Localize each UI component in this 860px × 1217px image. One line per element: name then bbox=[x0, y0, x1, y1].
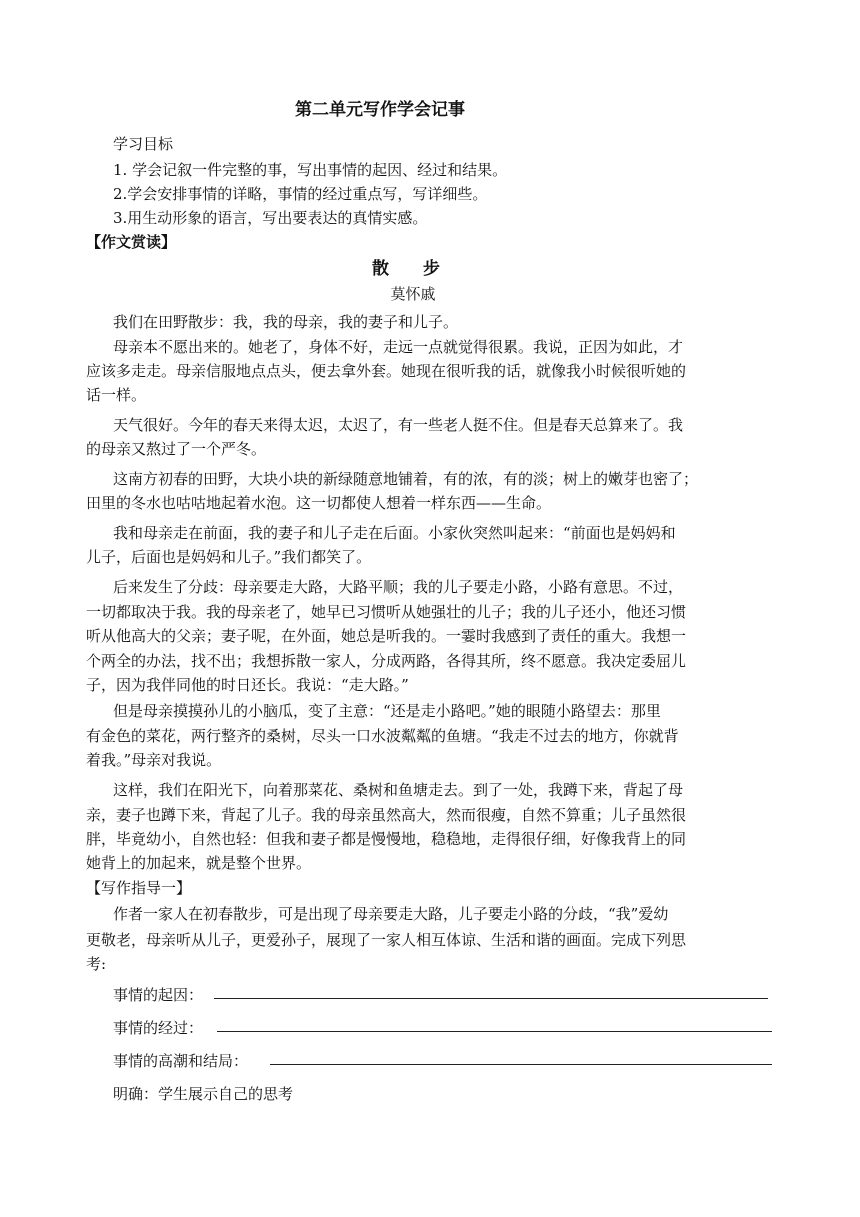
essay-line: 听从他高大的父亲；妻子呢，在外面，她总是听我的。一霎时我感到了责任的重大。我想一 bbox=[86, 627, 687, 645]
objectives-heading: 学习目标 bbox=[113, 135, 174, 153]
answer-note: 明确：学生展示自己的思考 bbox=[113, 1085, 294, 1103]
essay-line: 亲，妻子也蹲下来，背起了儿子。我的母亲虽然高大，然而很瘦，自然不算重；儿子虽然很 bbox=[86, 806, 687, 824]
answer-line-climax[interactable] bbox=[270, 1064, 772, 1065]
essay-line: 但是母亲摸摸孙儿的小脑瓜，变了主意：“还是走小路吧。”她的眼随小路望去：那里 bbox=[113, 702, 661, 720]
page-title: 第二单元写作学会记事 bbox=[295, 100, 465, 120]
essay-line: 儿子，后面也是妈妈和儿子。”我们都笑了。 bbox=[86, 548, 372, 566]
essay-line: 胖，毕竟幼小，自然也轻：但我和妻子都是慢慢地，稳稳地，走得很仔细，好像我背上的同 bbox=[86, 830, 687, 848]
objective-item: 1. 学会记叙一件完整的事，写出事情的起因、经过和结果。 bbox=[113, 161, 508, 179]
essay-line: 我和母亲走在前面，我的妻子和儿子走在后面。小家伙突然叫起来：“前面也是妈妈和 bbox=[113, 524, 676, 542]
essay-line: 这南方初春的田野，大块小块的新绿随意地铺着，有的浓，有的淡；树上的嫩芽也密了； bbox=[113, 470, 699, 488]
essay-line: 她背上的加起来，就是整个世界。 bbox=[86, 854, 312, 872]
essay-line: 个两全的办法，找不出；我想拆散一家人，分成两路，各得其所，终不愿意。我决定委屈儿 bbox=[86, 652, 687, 670]
essay-line: 有金色的菜花，两行整齐的桑树，尽头一口水波粼粼的鱼塘。“我走不过去的地方，你就背 bbox=[86, 727, 679, 745]
section-heading-reading: 【作文赏读】 bbox=[86, 233, 177, 251]
essay-line: 天气很好。今年的春天来得太迟，太迟了，有一些老人挺不住。但是春天总算来了。我 bbox=[113, 416, 684, 434]
essay-line: 这样，我们在阳光下，向着那菜花、桑树和鱼塘走去。到了一处，我蹲下来，背起了母 bbox=[113, 781, 684, 799]
objective-item: 2.学会安排事情的详略，事情的经过重点写，写详细些。 bbox=[113, 185, 488, 203]
objective-item: 3.用生动形象的语言，写出要表达的真情实感。 bbox=[113, 209, 428, 227]
essay-author: 莫怀戚 bbox=[390, 285, 436, 303]
essay-line: 一切都取决于我。我的母亲老了，她早已习惯听从她强壮的儿子；我的儿子还小，他还习惯 bbox=[86, 603, 687, 621]
field-label-climax: 事情的高潮和结局： bbox=[113, 1052, 249, 1070]
essay-line: 田里的冬水也咕咕地起着水泡。这一切都使人想着一样东西——生命。 bbox=[86, 494, 552, 512]
essay-line: 子，因为我伴同他的时日还长。我说：“走大路。” bbox=[86, 676, 409, 694]
essay-line: 着我。”母亲对我说。 bbox=[86, 751, 222, 769]
essay-line: 我们在田野散步：我，我的母亲，我的妻子和儿子。 bbox=[113, 313, 459, 331]
essay-line: 母亲本不愿出来的。她老了，身体不好，走远一点就觉得很累。我说，正因为如此，才 bbox=[113, 338, 684, 356]
field-label-cause: 事情的起因： bbox=[113, 986, 204, 1004]
field-label-process: 事情的经过： bbox=[113, 1019, 204, 1037]
essay-title: 散 步 bbox=[372, 259, 454, 279]
answer-line-process[interactable] bbox=[217, 1031, 772, 1032]
essay-line: 话一样。 bbox=[86, 386, 147, 404]
essay-line: 的母亲又熬过了一个严冬。 bbox=[86, 440, 267, 458]
guide-line: 更敬老，母亲听从儿子，更爱孙子，展现了一家人相互体谅、生活和谐的画面。完成下列思 bbox=[86, 931, 687, 949]
essay-line: 后来发生了分歧：母亲要走大路，大路平顺；我的儿子要走小路，小路有意思。不过， bbox=[113, 578, 684, 596]
guide-line: 考: bbox=[86, 955, 107, 973]
answer-line-cause[interactable] bbox=[214, 998, 768, 999]
section-heading-guide: 【写作指导一】 bbox=[86, 879, 192, 897]
guide-line: 作者一家人在初春散步，可是出现了母亲要走大路，儿子要走小路的分歧，“我”爱幼 bbox=[113, 905, 669, 923]
essay-line: 应该多走走。母亲信服地点点头，便去拿外套。她现在很听我的话，就像我小时候很听她的 bbox=[86, 362, 687, 380]
